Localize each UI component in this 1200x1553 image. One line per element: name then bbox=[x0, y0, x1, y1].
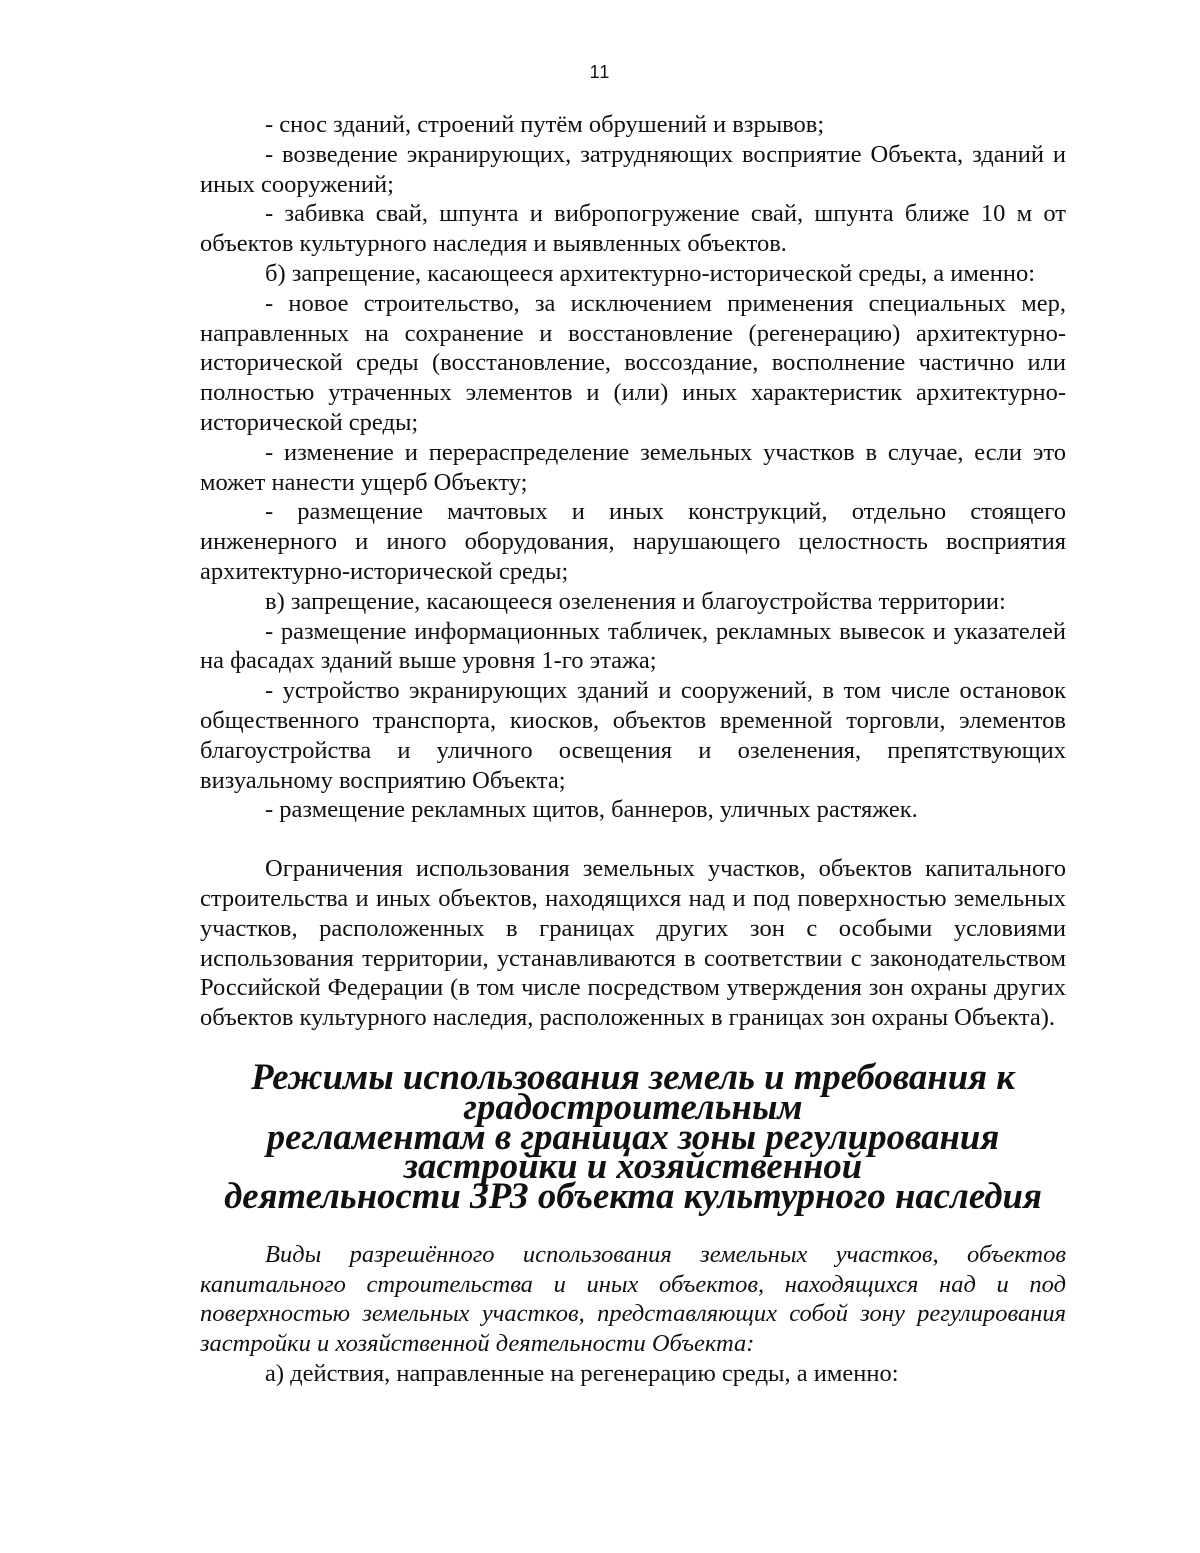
spacer bbox=[200, 825, 1066, 854]
paragraph-billboards: - размещение рекламных щитов, баннеров, уличных растяжек. bbox=[265, 796, 918, 824]
paragraph-mast-structures: - размещение мачтовых и иных конструкций, отдельно стоящего инженерного и иного оборудования, нарушающего целостность восприятия архитектурно-исторической среды; bbox=[200, 498, 1066, 585]
paragraph-signs: - размещение информационных табличек, рекламных вывесок и указателей на фасадах зданий выше уровня 1-го этажа; bbox=[200, 617, 1066, 675]
paragraph-permitted-uses: Виды разрешённого использования земельных участков, объектов капитального строительства и иных объектов, находящихся над и под поверхностью земельных участков, представляющих собой зону регулирования застройки и хозяйственной деятельности Объекта: bbox=[200, 1240, 1066, 1358]
section-heading-line: деятельности ЗРЗ объекта культурного наследия bbox=[224, 1175, 1042, 1217]
paragraph-pile-driving: - забивка свай, шпунта и вибропогружение свай, шпунта ближе 10 м от объектов культурного наследия и выявленных объектов. bbox=[200, 200, 1066, 258]
section-heading bbox=[200, 1055, 1066, 1217]
paragraph-item-a: а) действия, направленные на регенерацию среды, а именно: bbox=[265, 1360, 899, 1388]
section-heading-line: регламентам в границах зоны регулирования застройки и хозяйственной bbox=[266, 1115, 1000, 1187]
paragraph-restrictions: Ограничения использования земельных участков, объектов капитального строительства и иных объектов, находящихся над и под поверхностью земельных участков, расположенных в границах других зон с особыми условиями использования территории, устанавливаются в соответствии с законодательством Российской Федерации (в том числе посредством утверждения зон охраны других объектов культурного наследия, расположенных в границах зон охраны Объекта). bbox=[200, 855, 1066, 1032]
paragraph-screening-buildings: - устройство экранирующих зданий и сооружений, в том числе остановок общественного транспорта, киосков, объектов временной торговли, элементов благоустройства и уличного освещения и озеленения, препятствующих визуальному восприятию Объекта; bbox=[200, 677, 1066, 794]
page-content bbox=[200, 110, 1066, 1389]
section-heading-line: Режимы использования земель и требования к градостроительным bbox=[251, 1055, 1015, 1127]
page-number: 11 bbox=[589, 62, 611, 82]
paragraph-new-construction: - новое строительство, за исключением применения специальных мер, направленных на сохранение и восстановление (регенерацию) архитектурно-исторической среды (восстановление, воссоздание, восполнение частично или полностью утраченных элементов и (или) иных характеристик архитектурно-исторической среды; bbox=[200, 289, 1066, 436]
paragraph-screening-construction: - возведение экранирующих, затрудняющих восприятие Объекта, зданий и иных сооружений; bbox=[200, 140, 1066, 198]
paragraph-item-v: в) запрещение, касающееся озеленения и благоустройства территории: bbox=[265, 587, 1006, 615]
paragraph-land-redistribution: - изменение и перераспределение земельных участков в случае, если это может нанести ущерб Объекту; bbox=[200, 438, 1066, 496]
paragraph-demolition: - снос зданий, строений путём обрушений и взрывов; bbox=[265, 111, 825, 138]
paragraph-item-b: б) запрещение, касающееся архитектурно-исторической среды, а именно: bbox=[265, 259, 1036, 287]
